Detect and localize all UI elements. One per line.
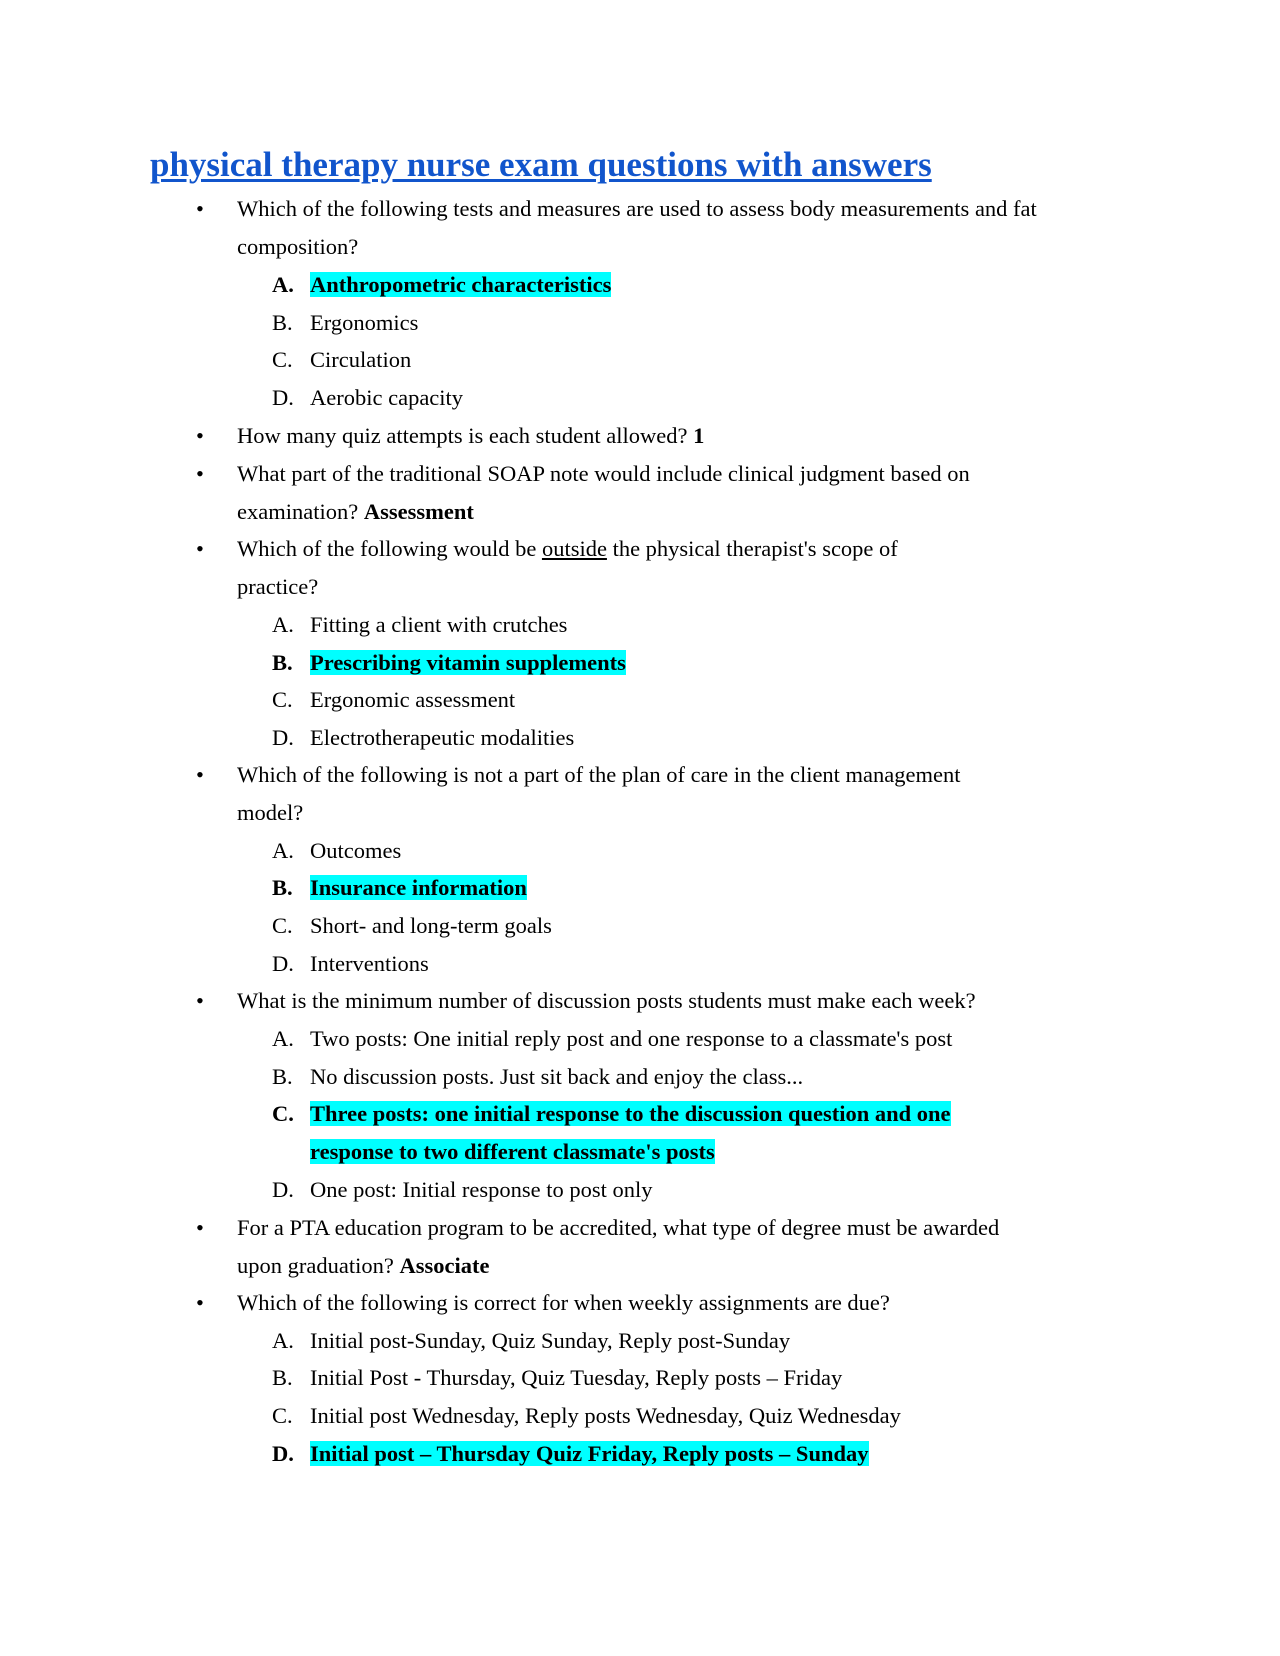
option-letter: B. <box>272 1063 293 1089</box>
option-text: No discussion posts. Just sit back and enjoy the class... <box>310 1063 804 1089</box>
question-text-line: model? <box>237 799 304 825</box>
q1-option-b <box>272 304 418 342</box>
correct-answer-highlight: response to two different classmate's posts <box>310 1139 715 1165</box>
option-text: Initial Post - Thursday, Quiz Tuesday, Reply posts – Friday <box>310 1365 843 1391</box>
question-text-line <box>237 493 1117 531</box>
q4-option-b <box>272 644 626 682</box>
bullet-icon: • <box>196 461 204 486</box>
option-letter: C. <box>272 347 293 373</box>
inline-answer: Associate <box>399 1252 490 1278</box>
q6-option-d <box>272 1171 652 1209</box>
question-7 <box>237 1209 1117 1284</box>
q5-option-b <box>272 869 527 907</box>
correct-answer-highlight: Anthropometric characteristics <box>310 272 612 297</box>
bullet-icon: • <box>196 762 204 787</box>
option-text: Short- and long-term goals <box>310 912 552 938</box>
option-letter: D. <box>272 950 294 976</box>
question-text-line: For a PTA education program to be accredited, what type of degree must be awarded <box>237 1215 1000 1240</box>
question-text-line: What part of the traditional SOAP note would include clinical judgment based on <box>237 461 970 486</box>
option-text: Two posts: One initial reply post and one response to a classmate's post <box>310 1026 953 1051</box>
option-letter: B. <box>272 309 293 335</box>
q4-option-a <box>272 606 567 644</box>
option-letter: D. <box>272 1176 294 1202</box>
bullet-icon: • <box>196 536 204 561</box>
option-letter: B. <box>272 1365 293 1391</box>
question-text-line <box>237 1247 1117 1285</box>
inline-answer: Assessment <box>363 498 474 524</box>
q1-option-d <box>272 379 463 417</box>
question-text-line: Which of the following is not a part of the plan of care in the client management <box>237 762 961 787</box>
option-letter: C. <box>272 1403 293 1429</box>
question-text-line <box>237 530 1117 568</box>
option-text: Ergonomic assessment <box>310 687 516 713</box>
option-text: Fitting a client with crutches <box>310 612 568 637</box>
option-text: Circulation <box>310 347 412 373</box>
q8-option-d <box>272 1435 869 1473</box>
question-text: examination? <box>237 498 359 524</box>
bullet-icon: • <box>196 1290 204 1315</box>
page-title[interactable]: physical therapy nurse exam questions with answers <box>150 145 932 184</box>
q1-option-c <box>272 341 411 379</box>
option-letter: A. <box>272 1327 294 1353</box>
option-text: Aerobic capacity <box>310 385 464 411</box>
question-8: Which of the following is correct for when weekly assignments are due? <box>237 1290 890 1315</box>
option-letter: A. <box>272 272 294 297</box>
q5-option-c <box>272 907 552 945</box>
option-letter: C. <box>272 687 293 713</box>
correct-answer-highlight: Initial post – Thursday Quiz Friday, Reply posts – Sunday <box>310 1440 869 1466</box>
bullet-icon: • <box>196 196 204 221</box>
option-letter: D. <box>272 725 294 751</box>
option-letter: B. <box>272 875 293 901</box>
bullet-icon: • <box>196 1215 204 1240</box>
question-3 <box>237 455 1117 530</box>
option-letter: D. <box>272 1440 294 1466</box>
q6-option-b <box>272 1058 803 1096</box>
q1-option-a <box>272 266 611 304</box>
q8-option-c <box>272 1397 901 1435</box>
option-text: Electrotherapeutic modalities <box>310 725 575 751</box>
option-text: Initial post-Sunday, Quiz Sunday, Reply post-Sunday <box>310 1327 791 1353</box>
q6-option-a <box>272 1020 952 1058</box>
q6-option-c-continued <box>310 1133 715 1171</box>
question-text: the physical therapist's scope of <box>612 536 898 561</box>
question-2 <box>237 417 1117 455</box>
q4-option-d <box>272 719 574 757</box>
q8-option-b <box>272 1359 842 1397</box>
option-letter: A. <box>272 837 294 863</box>
question-4 <box>237 530 1117 605</box>
q8-option-a <box>272 1322 790 1360</box>
option-letter: A. <box>272 1026 294 1051</box>
question-6: What is the minimum number of discussion posts students must make each week? <box>237 988 976 1013</box>
option-letter: C. <box>272 1101 294 1127</box>
option-letter: C. <box>272 912 293 938</box>
q5-option-a <box>272 832 401 870</box>
q6-option-c <box>272 1095 951 1133</box>
option-text: Outcomes <box>310 837 402 863</box>
option-text: Ergonomics <box>310 309 419 335</box>
q4-option-c <box>272 681 515 719</box>
correct-answer-highlight: Insurance information <box>310 875 527 901</box>
inline-answer: 1 <box>693 423 705 448</box>
option-text: One post: Initial response to post only <box>310 1176 653 1202</box>
question-text: Which of the following would be <box>237 536 537 561</box>
question-text: How many quiz attempts is each student allowed? <box>237 423 688 448</box>
question-5 <box>237 756 1117 831</box>
option-letter: B. <box>272 649 293 675</box>
option-text: Initial post Wednesday, Reply posts Wednesday, Quiz Wednesday <box>310 1403 901 1429</box>
bullet-icon: • <box>196 988 204 1013</box>
underlined-word: outside <box>541 536 607 561</box>
question-text-line: practice? <box>237 573 319 599</box>
bullet-icon: • <box>196 423 204 448</box>
question-1: Which of the following tests and measures are used to assess body measurements and fat composition? <box>237 196 1037 259</box>
correct-answer-highlight: Prescribing vitamin supplements <box>310 649 626 675</box>
option-text: Interventions <box>310 950 429 976</box>
correct-answer-highlight: Three posts: one initial response to the discussion question and one <box>310 1101 951 1127</box>
option-letter: A. <box>272 612 294 637</box>
q5-option-d <box>272 945 429 983</box>
question-text: upon graduation? <box>237 1252 394 1278</box>
option-letter: D. <box>272 385 294 411</box>
